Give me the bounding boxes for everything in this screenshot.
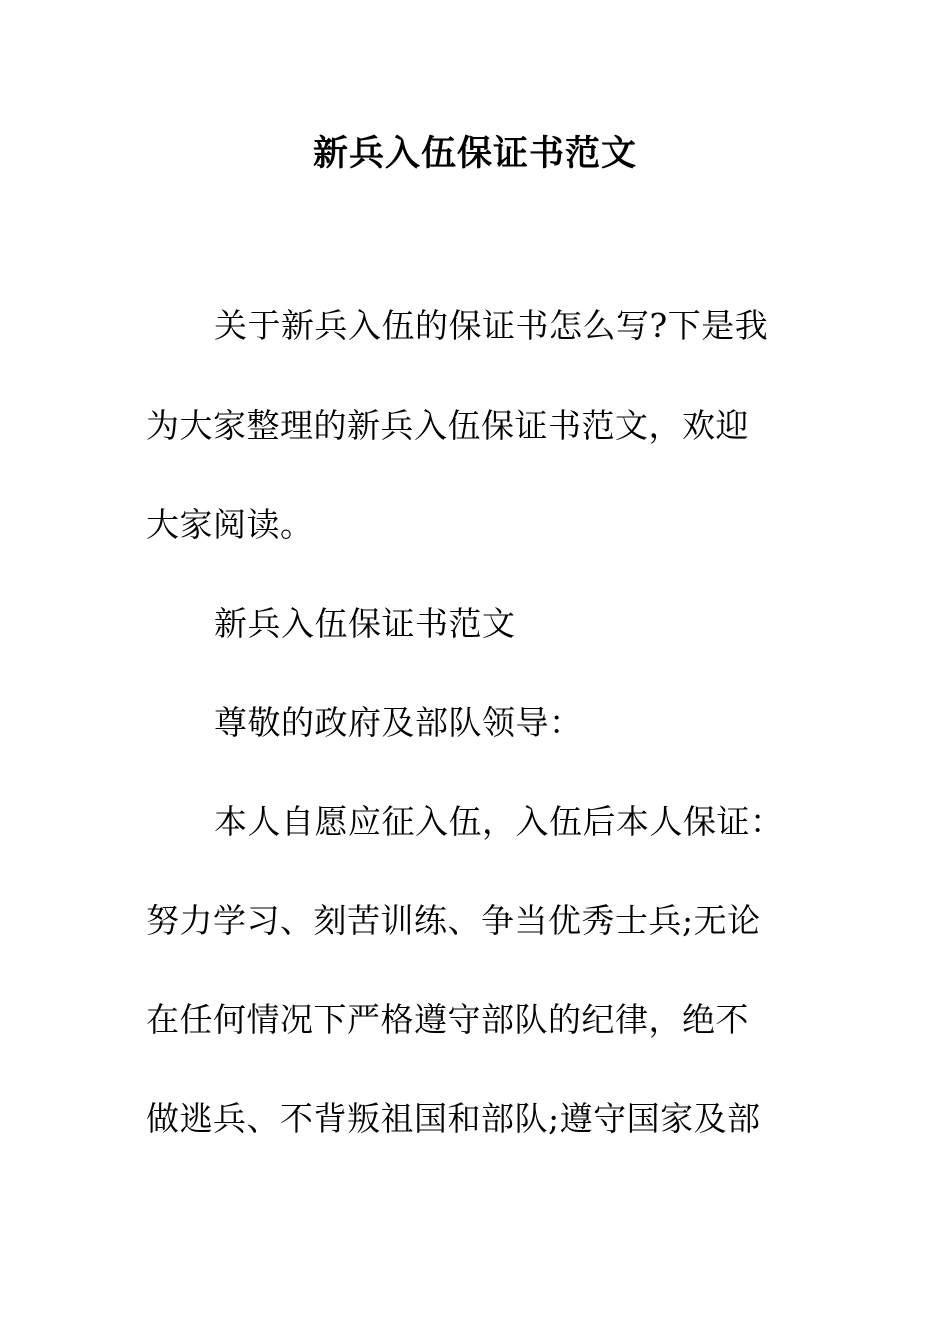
salutation: 尊敬的政府及部队领导： <box>214 703 583 742</box>
document-title: 新兵入伍保证书范文 <box>312 133 637 174</box>
section-heading: 新兵入伍保证书范文 <box>214 604 516 643</box>
body-line-1: 本人自愿应征入伍，入伍后本人保证： <box>214 802 784 841</box>
paragraph-line-2: 为大家整理的新兵入伍保证书范文，欢迎 <box>146 406 749 445</box>
body-line-2: 努力学习、刻苦训练、争当优秀士兵;无论 <box>146 901 761 940</box>
body-line-4: 做逃兵、不背叛祖国和部队;遵守国家及部 <box>146 1099 761 1138</box>
body-line-3: 在任何情况下严格遵守部队的纪律，绝不 <box>146 1000 749 1039</box>
paragraph-line-1: 关于新兵入伍的保证书怎么写?下是我 <box>214 306 769 345</box>
paragraph-line-3: 大家阅读。 <box>146 505 314 544</box>
